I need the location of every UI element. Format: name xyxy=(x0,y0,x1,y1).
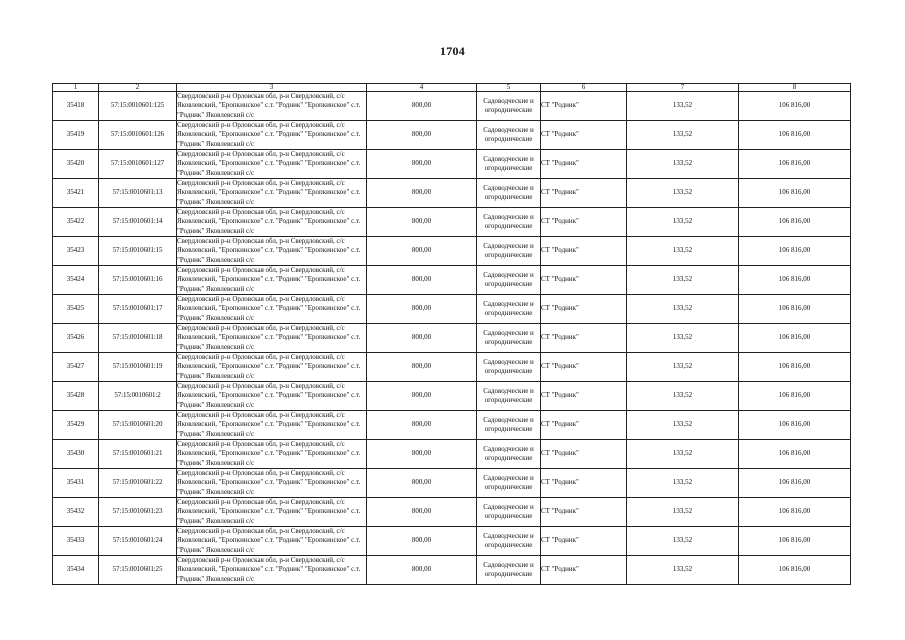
organization-name: СТ "Родник" xyxy=(541,295,627,324)
address-line: "Родник" Яковлевский с/с xyxy=(177,429,255,438)
land-use-line: огороднические xyxy=(484,106,533,114)
table-row xyxy=(53,382,851,411)
address-line: Свердловский р-н Орловская обл, р-н Свердловский, с/с xyxy=(177,556,345,565)
cadastral-value: 106 816,00 xyxy=(739,266,851,295)
area-value: 800,00 xyxy=(367,469,477,498)
address-cell xyxy=(177,121,367,150)
address-line: Яковлевский, "Еропкинское" с.т. "Родник" "Еропкинское" с.т. xyxy=(177,304,361,313)
address-line: Яковлевский, "Еропкинское" с.т. "Родник" "Еропкинское" с.т. xyxy=(177,275,361,284)
address-line: "Родник" Яковлевский с/с xyxy=(177,400,255,409)
address-cell xyxy=(177,411,367,440)
address-line: Яковлевский, "Еропкинское" с.т. "Родник" "Еропкинское" с.т. xyxy=(177,188,361,197)
address-line: Свердловский р-н Орловская обл, р-н Свердловский, с/с xyxy=(177,121,345,130)
address-line: Яковлевский, "Еропкинское" с.т. "Родник" "Еропкинское" с.т. xyxy=(177,449,361,458)
row-number: 35434 xyxy=(53,556,99,585)
land-use-cell xyxy=(477,266,541,295)
land-use-cell xyxy=(477,440,541,469)
table-body xyxy=(53,92,851,585)
area-value: 800,00 xyxy=(367,150,477,179)
land-use-cell xyxy=(477,92,541,121)
address-cell xyxy=(177,324,367,353)
address-line: "Родник" Яковлевский с/с xyxy=(177,487,255,496)
address-line: Яковлевский, "Еропкинское" с.т. "Родник" "Еропкинское" с.т. xyxy=(177,246,361,255)
organization-name: СТ "Родник" xyxy=(541,556,627,585)
table-row xyxy=(53,469,851,498)
land-use-line: огороднические xyxy=(484,396,533,404)
row-number: 35424 xyxy=(53,266,99,295)
address-line: "Родник" Яковлевский с/с xyxy=(177,226,255,235)
specific-value: 133,52 xyxy=(627,266,739,295)
address-line: "Родник" Яковлевский с/с xyxy=(177,168,255,177)
cadastral-number: 57:15:0010601:21 xyxy=(99,440,177,469)
column-header-6: 6 xyxy=(541,84,627,92)
land-use-cell xyxy=(477,382,541,411)
cadastral-value: 106 816,00 xyxy=(739,440,851,469)
address-line: Свердловский р-н Орловская обл, р-н Свердловский, с/с xyxy=(177,498,345,507)
cadastral-value: 106 816,00 xyxy=(739,179,851,208)
cadastral-value: 106 816,00 xyxy=(739,324,851,353)
specific-value: 133,52 xyxy=(627,527,739,556)
land-use-line: огороднические xyxy=(484,309,533,317)
organization-name: СТ "Родник" xyxy=(541,527,627,556)
land-use-line: Садоводческие и xyxy=(483,502,534,511)
row-number: 35432 xyxy=(53,498,99,527)
cadastral-value: 106 816,00 xyxy=(739,556,851,585)
cadastral-number: 57:15:0010601:125 xyxy=(99,92,177,121)
cadastral-number: 57:15:0010601:126 xyxy=(99,121,177,150)
land-use-line: Садоводческие и xyxy=(483,299,534,308)
area-value: 800,00 xyxy=(367,498,477,527)
area-value: 800,00 xyxy=(367,527,477,556)
area-value: 800,00 xyxy=(367,237,477,266)
land-use-cell xyxy=(477,121,541,150)
area-value: 800,00 xyxy=(367,121,477,150)
cadastral-number: 57:15:0010601:13 xyxy=(99,179,177,208)
area-value: 800,00 xyxy=(367,179,477,208)
organization-name: СТ "Родник" xyxy=(541,411,627,440)
address-line: Свердловский р-н Орловская обл, р-н Свердловский, с/с xyxy=(177,527,345,536)
row-number: 35426 xyxy=(53,324,99,353)
column-header-7: 7 xyxy=(627,84,739,92)
specific-value: 133,52 xyxy=(627,556,739,585)
land-use-cell xyxy=(477,353,541,382)
address-cell xyxy=(177,208,367,237)
specific-value: 133,52 xyxy=(627,440,739,469)
address-line: "Родник" Яковлевский с/с xyxy=(177,371,255,380)
land-use-line: Садоводческие и xyxy=(483,183,534,192)
table-row xyxy=(53,295,851,324)
cadastral-value: 106 816,00 xyxy=(739,498,851,527)
address-cell xyxy=(177,353,367,382)
address-line: Свердловский р-н Орловская обл, р-н Свердловский, с/с xyxy=(177,440,345,449)
area-value: 800,00 xyxy=(367,208,477,237)
address-line: Свердловский р-н Орловская обл, р-н Свердловский, с/с xyxy=(177,382,345,391)
land-use-line: огороднические xyxy=(484,135,533,143)
cadastral-number: 57:15:0010601:25 xyxy=(99,556,177,585)
cadastral-value: 106 816,00 xyxy=(739,382,851,411)
cadastral-value: 106 816,00 xyxy=(739,92,851,121)
specific-value: 133,52 xyxy=(627,353,739,382)
land-use-line: огороднические xyxy=(484,512,533,520)
row-number: 35427 xyxy=(53,353,99,382)
address-line: Яковлевский, "Еропкинское" с.т. "Родник" "Еропкинское" с.т. xyxy=(177,217,361,226)
cadastral-number: 57:15:0010601:24 xyxy=(99,527,177,556)
address-line: Яковлевский, "Еропкинское" с.т. "Родник" "Еропкинское" с.т. xyxy=(177,565,361,574)
row-number: 35422 xyxy=(53,208,99,237)
row-number: 35425 xyxy=(53,295,99,324)
address-cell xyxy=(177,440,367,469)
area-value: 800,00 xyxy=(367,382,477,411)
address-line: Свердловский р-н Орловская обл, р-н Свердловский, с/с xyxy=(177,353,345,362)
organization-name: СТ "Родник" xyxy=(541,440,627,469)
table-row xyxy=(53,121,851,150)
cadastral-value: 106 816,00 xyxy=(739,411,851,440)
land-use-cell xyxy=(477,411,541,440)
address-line: Свердловский р-н Орловская обл, р-н Свердловский, с/с xyxy=(177,92,345,101)
organization-name: СТ "Родник" xyxy=(541,382,627,411)
column-header-2: 2 xyxy=(99,84,177,92)
land-use-cell xyxy=(477,179,541,208)
land-use-line: огороднические xyxy=(484,454,533,462)
land-use-line: Садоводческие и xyxy=(483,212,534,221)
row-number: 35421 xyxy=(53,179,99,208)
organization-name: СТ "Родник" xyxy=(541,324,627,353)
organization-name: СТ "Родник" xyxy=(541,179,627,208)
address-line: Яковлевский, "Еропкинское" с.т. "Родник" "Еропкинское" с.т. xyxy=(177,362,361,371)
address-line: "Родник" Яковлевский с/с xyxy=(177,574,255,583)
specific-value: 133,52 xyxy=(627,295,739,324)
land-use-cell xyxy=(477,324,541,353)
address-line: "Родник" Яковлевский с/с xyxy=(177,197,255,206)
address-cell xyxy=(177,237,367,266)
table-row xyxy=(53,179,851,208)
specific-value: 133,52 xyxy=(627,150,739,179)
cadastral-number: 57:15:0010601:20 xyxy=(99,411,177,440)
cadastral-number: 57:15:0010601:23 xyxy=(99,498,177,527)
cadastral-number: 57:15:0010601:15 xyxy=(99,237,177,266)
address-line: "Родник" Яковлевский с/с xyxy=(177,139,255,148)
address-cell xyxy=(177,295,367,324)
specific-value: 133,52 xyxy=(627,382,739,411)
land-use-line: Садоводческие и xyxy=(483,531,534,540)
address-line: Яковлевский, "Еропкинское" с.т. "Родник" "Еропкинское" с.т. xyxy=(177,333,361,342)
address-cell xyxy=(177,179,367,208)
table-row xyxy=(53,266,851,295)
land-use-line: Садоводческие и xyxy=(483,125,534,134)
address-line: "Родник" Яковлевский с/с xyxy=(177,516,255,525)
address-cell xyxy=(177,92,367,121)
table-row xyxy=(53,208,851,237)
address-line: "Родник" Яковлевский с/с xyxy=(177,284,255,293)
land-use-line: огороднические xyxy=(484,570,533,578)
land-use-line: Садоводческие и xyxy=(483,386,534,395)
row-number: 35430 xyxy=(53,440,99,469)
land-use-line: огороднические xyxy=(484,367,533,375)
land-use-line: огороднические xyxy=(484,251,533,259)
organization-name: СТ "Родник" xyxy=(541,92,627,121)
cadastral-number: 57:15:0010601:17 xyxy=(99,295,177,324)
land-use-line: огороднические xyxy=(484,193,533,201)
area-value: 800,00 xyxy=(367,556,477,585)
table-row xyxy=(53,527,851,556)
land-use-cell xyxy=(477,237,541,266)
area-value: 800,00 xyxy=(367,353,477,382)
address-line: "Родник" Яковлевский с/с xyxy=(177,545,255,554)
organization-name: СТ "Родник" xyxy=(541,208,627,237)
row-number: 35433 xyxy=(53,527,99,556)
specific-value: 133,52 xyxy=(627,411,739,440)
cadastral-value: 106 816,00 xyxy=(739,237,851,266)
land-use-line: Садоводческие и xyxy=(483,357,534,366)
row-number: 35419 xyxy=(53,121,99,150)
land-use-line: Садоводческие и xyxy=(483,270,534,279)
cadastral-number: 57:15:0010601:14 xyxy=(99,208,177,237)
land-use-line: Садоводческие и xyxy=(483,415,534,424)
area-value: 800,00 xyxy=(367,411,477,440)
land-use-line: Садоводческие и xyxy=(483,444,534,453)
cadastral-number: 57:15:0010601:2 xyxy=(99,382,177,411)
specific-value: 133,52 xyxy=(627,237,739,266)
cadastral-value: 106 816,00 xyxy=(739,208,851,237)
address-line: Свердловский р-н Орловская обл, р-н Свердловский, с/с xyxy=(177,150,345,159)
table-row xyxy=(53,353,851,382)
page-number: 1704 xyxy=(439,44,466,58)
table-row xyxy=(53,556,851,585)
column-header-3: 3 xyxy=(177,84,367,92)
address-line: Свердловский р-н Орловская обл, р-н Свердловский, с/с xyxy=(177,179,345,188)
row-number: 35420 xyxy=(53,150,99,179)
cadastral-number: 57:15:0010601:19 xyxy=(99,353,177,382)
row-number: 35418 xyxy=(53,92,99,121)
address-line: Яковлевский, "Еропкинское" с.т. "Родник" "Еропкинское" с.т. xyxy=(177,130,361,139)
land-use-cell xyxy=(477,498,541,527)
address-line: "Родник" Яковлевский с/с xyxy=(177,342,255,351)
area-value: 800,00 xyxy=(367,266,477,295)
area-value: 800,00 xyxy=(367,324,477,353)
address-line: Яковлевский, "Еропкинское" с.т. "Родник" "Еропкинское" с.т. xyxy=(177,391,361,400)
land-use-line: Садоводческие и xyxy=(483,154,534,163)
address-line: Свердловский р-н Орловская обл, р-н Свердловский, с/с xyxy=(177,411,345,420)
address-line: "Родник" Яковлевский с/с xyxy=(177,458,255,467)
land-use-cell xyxy=(477,150,541,179)
address-line: "Родник" Яковлевский с/с xyxy=(177,255,255,264)
land-use-line: огороднические xyxy=(484,425,533,433)
specific-value: 133,52 xyxy=(627,469,739,498)
specific-value: 133,52 xyxy=(627,92,739,121)
organization-name: СТ "Родник" xyxy=(541,353,627,382)
address-cell xyxy=(177,527,367,556)
cadastral-number: 57:15:0010601:22 xyxy=(99,469,177,498)
column-header-4: 4 xyxy=(367,84,477,92)
column-header-5: 5 xyxy=(477,84,541,92)
address-line: Свердловский р-н Орловская обл, р-н Свердловский, с/с xyxy=(177,237,345,246)
specific-value: 133,52 xyxy=(627,121,739,150)
cadastral-value: 106 816,00 xyxy=(739,295,851,324)
table-row xyxy=(53,498,851,527)
organization-name: СТ "Родник" xyxy=(541,150,627,179)
organization-name: СТ "Родник" xyxy=(541,121,627,150)
address-line: Свердловский р-н Орловская обл, р-н Свердловский, с/с xyxy=(177,266,345,275)
land-use-line: огороднические xyxy=(484,541,533,549)
cadastral-number: 57:15:0010601:127 xyxy=(99,150,177,179)
address-cell xyxy=(177,469,367,498)
land-use-line: Садоводческие и xyxy=(483,560,534,569)
organization-name: СТ "Родник" xyxy=(541,498,627,527)
specific-value: 133,52 xyxy=(627,324,739,353)
address-line: Свердловский р-н Орловская обл, р-н Свердловский, с/с xyxy=(177,208,345,217)
land-use-line: огороднические xyxy=(484,164,533,172)
area-value: 800,00 xyxy=(367,92,477,121)
address-line: Яковлевский, "Еропкинское" с.т. "Родник" "Еропкинское" с.т. xyxy=(177,507,361,516)
land-use-line: огороднические xyxy=(484,483,533,491)
address-cell xyxy=(177,382,367,411)
column-header-1: 1 xyxy=(53,84,99,92)
land-use-cell xyxy=(477,208,541,237)
land-use-cell xyxy=(477,527,541,556)
address-line: Свердловский р-н Орловская обл, р-н Свердловский, с/с xyxy=(177,295,345,304)
row-number: 35423 xyxy=(53,237,99,266)
area-value: 800,00 xyxy=(367,440,477,469)
specific-value: 133,52 xyxy=(627,179,739,208)
land-use-line: Садоводческие и xyxy=(483,96,534,105)
land-use-line: Садоводческие и xyxy=(483,473,534,482)
land-use-line: огороднические xyxy=(484,338,533,346)
land-use-cell xyxy=(477,295,541,324)
land-use-line: огороднические xyxy=(484,222,533,230)
specific-value: 133,52 xyxy=(627,208,739,237)
row-number: 35431 xyxy=(53,469,99,498)
address-cell xyxy=(177,498,367,527)
address-line: "Родник" Яковлевский с/с xyxy=(177,110,255,119)
land-use-line: Садоводческие и xyxy=(483,328,534,337)
address-cell xyxy=(177,556,367,585)
cadastral-value: 106 816,00 xyxy=(739,353,851,382)
cadastral-value: 106 816,00 xyxy=(739,469,851,498)
table-row xyxy=(53,324,851,353)
column-header-8: 8 xyxy=(739,84,851,92)
cadastral-value: 106 816,00 xyxy=(739,527,851,556)
specific-value: 133,52 xyxy=(627,498,739,527)
column-number-row xyxy=(53,84,851,92)
cadastral-value: 106 816,00 xyxy=(739,150,851,179)
address-line: Яковлевский, "Еропкинское" с.т. "Родник" "Еропкинское" с.т. xyxy=(177,478,361,487)
table-row xyxy=(53,237,851,266)
address-line: Яковлевский, "Еропкинское" с.т. "Родник" "Еропкинское" с.т. xyxy=(177,101,361,110)
area-value: 800,00 xyxy=(367,295,477,324)
land-registry-table xyxy=(52,83,851,585)
address-line: Свердловский р-н Орловская обл, р-н Свердловский, с/с xyxy=(177,324,345,333)
cadastral-number: 57:15:0010601:18 xyxy=(99,324,177,353)
address-line: "Родник" Яковлевский с/с xyxy=(177,313,255,322)
row-number: 35428 xyxy=(53,382,99,411)
organization-name: СТ "Родник" xyxy=(541,237,627,266)
address-line: Яковлевский, "Еропкинское" с.т. "Родник" "Еропкинское" с.т. xyxy=(177,536,361,545)
table-row xyxy=(53,411,851,440)
land-use-line: огороднические xyxy=(484,280,533,288)
cadastral-number: 57:15:0010601:16 xyxy=(99,266,177,295)
land-use-line: Садоводческие и xyxy=(483,241,534,250)
table-row xyxy=(53,92,851,121)
address-line: Свердловский р-н Орловская обл, р-н Свердловский, с/с xyxy=(177,469,345,478)
cadastral-value: 106 816,00 xyxy=(739,121,851,150)
address-cell xyxy=(177,266,367,295)
row-number: 35429 xyxy=(53,411,99,440)
table-row xyxy=(53,440,851,469)
organization-name: СТ "Родник" xyxy=(541,266,627,295)
land-use-cell xyxy=(477,469,541,498)
organization-name: СТ "Родник" xyxy=(541,469,627,498)
address-cell xyxy=(177,150,367,179)
address-line: Яковлевский, "Еропкинское" с.т. "Родник" "Еропкинское" с.т. xyxy=(177,420,361,429)
address-line: Яковлевский, "Еропкинское" с.т. "Родник" "Еропкинское" с.т. xyxy=(177,159,361,168)
table-row xyxy=(53,150,851,179)
land-use-cell xyxy=(477,556,541,585)
